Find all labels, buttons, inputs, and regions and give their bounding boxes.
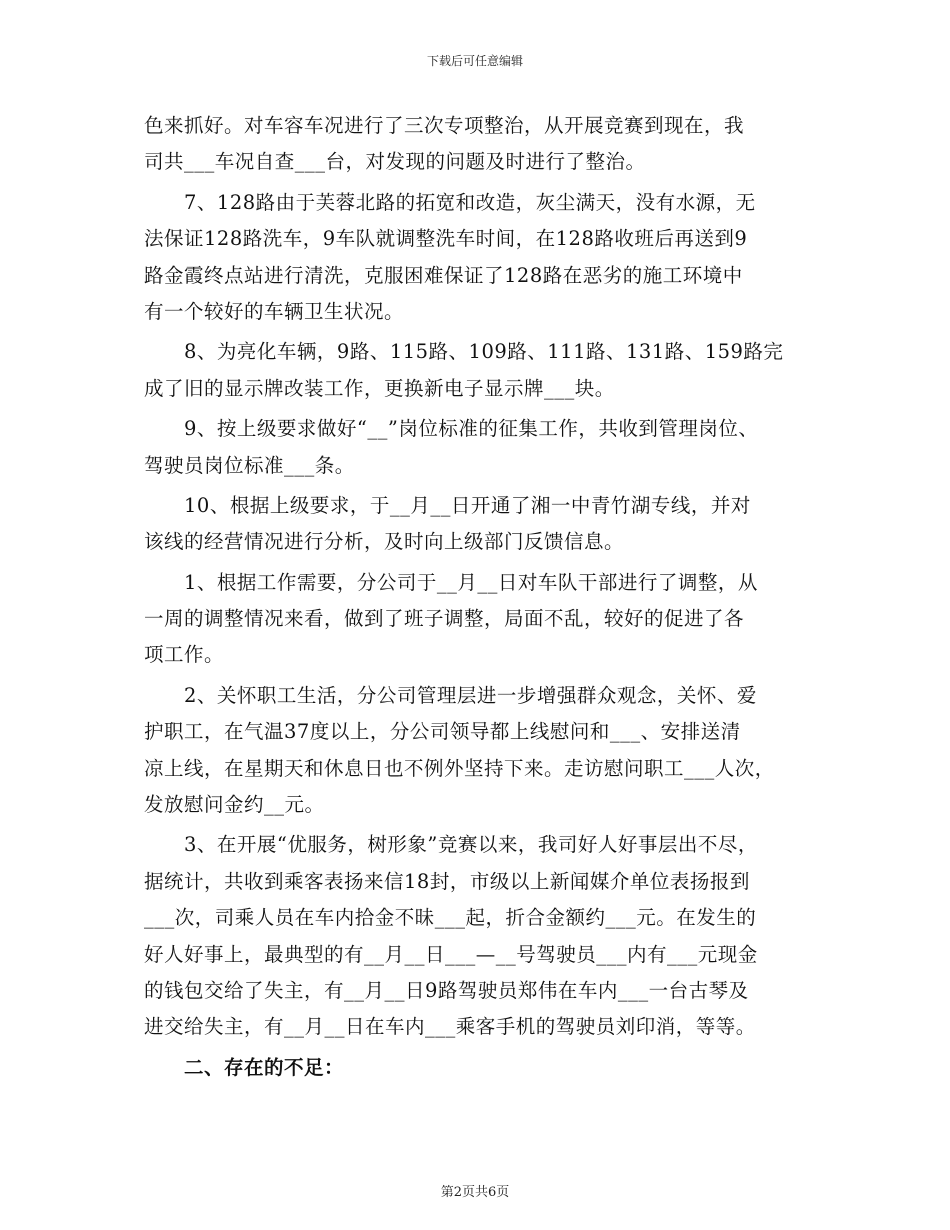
- text-line: 7、128路由于芙蓉北路的拓宽和改造，灰尘满天，没有水源，无: [184, 190, 756, 214]
- text-line: 8、为亮化车辆，9路、115路、109路、111路、131路、159路完: [184, 340, 784, 364]
- text-line: 的钱包交给了失主，有__月__日9路驾驶员郑伟在车内___一台古琴及: [144, 978, 749, 1002]
- text-line: 2、关怀职工生活，分公司管理层进一步增强群众观念，关怀、爱: [184, 683, 757, 707]
- text-line: 驾驶员岗位标准___条。: [144, 453, 355, 477]
- text-line: 有一个较好的车辆卫生状况。: [144, 299, 405, 323]
- text-line: 发放慰问金约__元。: [144, 793, 325, 817]
- text-line: 9、按上级要求做好“__”岗位标准的征集工作，共收到管理岗位、: [184, 417, 759, 441]
- text-line: 凉上线，在星期天和休息日也不例外坚持下来。走访慰问职工___人次，: [144, 756, 775, 780]
- text-line: 成了旧的显示牌改装工作，更换新电子显示牌___块。: [144, 376, 615, 400]
- text-line: 色来抓好。对车容车况进行了三次专项整治，从开展竞赛到现在，我: [144, 114, 745, 137]
- text-line: 司共___车况自查___台，对发现的问题及时进行了整治。: [144, 150, 646, 174]
- text-line: 3、在开展“优服务，树形象”竞赛以来，我司好人好事层出不尽，: [184, 833, 758, 857]
- text-line: 10、根据上级要求，于__月__日开通了湘一中青竹湖专线，并对: [184, 493, 751, 517]
- text-line: 法保证128路洗车，9车队就调整洗车时间，在128路收班后再送到9: [144, 227, 748, 251]
- text-line: 进交给失主，有__月__日在车内___乘客手机的驾驶员刘印消，等等。: [144, 1015, 756, 1039]
- text-line: 项工作。: [144, 643, 225, 667]
- text-line: 一周的调整情况来看，做到了班子调整，局面不乱，较好的促进了各: [144, 607, 745, 631]
- text-line: 该线的经营情况进行分析，及时向上级部门反馈信息。: [144, 530, 625, 554]
- text-line: 护职工，在气温37度以上，分公司领导都上线慰问和___、安排送清: [144, 720, 741, 744]
- page-header: 下载后可任意编辑: [426, 54, 523, 68]
- text-line: 据统计，共收到乘客表扬来信18封，市级以上新闻媒介单位表扬报到: [144, 869, 750, 893]
- text-line: ___次，司乘人员在车内拾金不昧___起，折合金额约___元。在发生的: [144, 906, 757, 930]
- document-body: [144, 108, 820, 1086]
- section-heading: 二、存在的不足：: [184, 1055, 345, 1079]
- text-line: 路金霞终点站进行清洗，克服困难保证了128路在恶劣的施工环境中: [144, 263, 743, 287]
- text-line: 好人好事上，最典型的有__月__日___—__号驾驶员___内有___元现金: [144, 942, 758, 966]
- text-line: 1、根据工作需要，分公司于__月__日对车队干部进行了调整，从: [184, 570, 758, 594]
- page-footer: 第2页共6页: [440, 1185, 510, 1200]
